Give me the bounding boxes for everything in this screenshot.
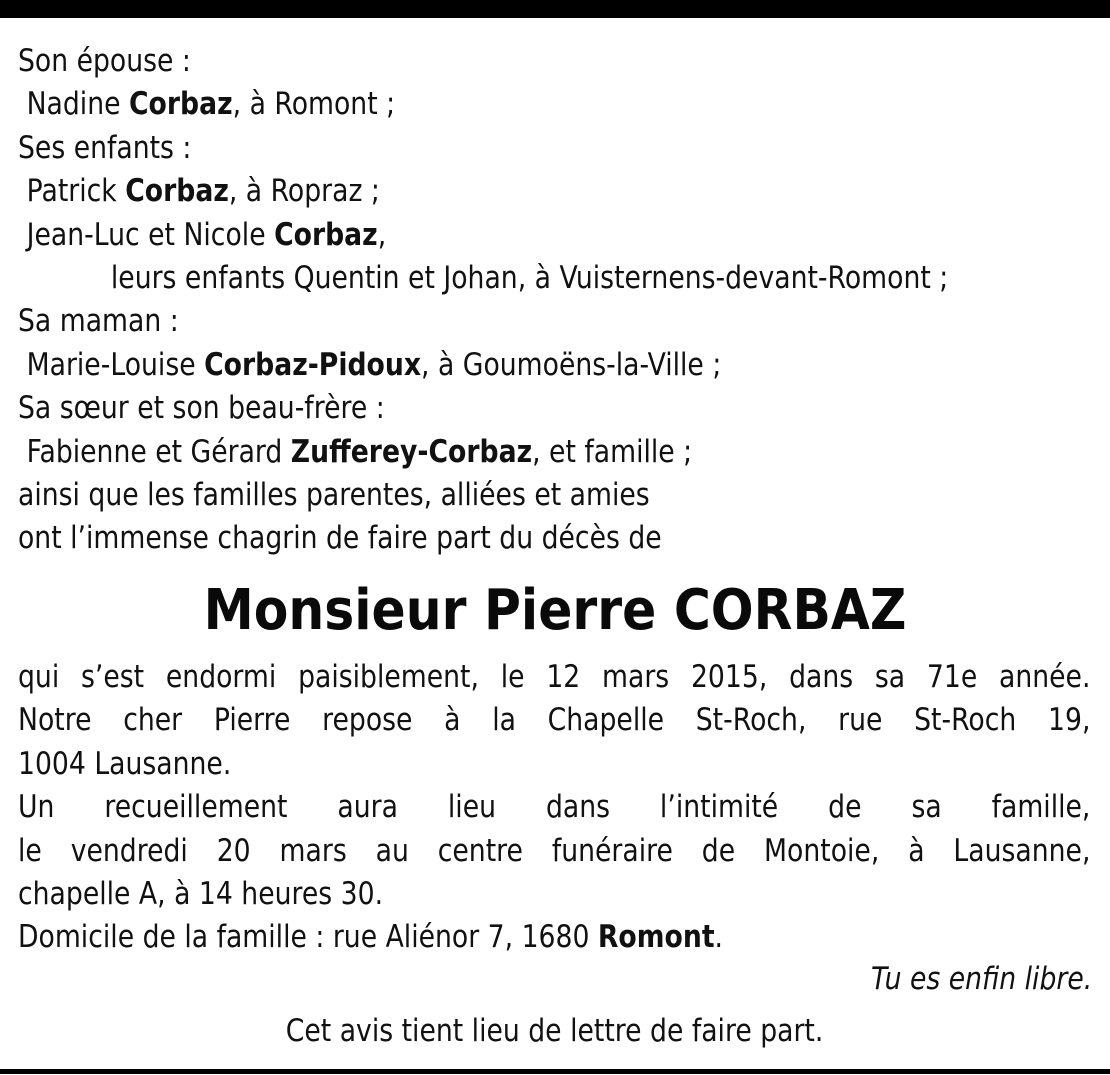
mother-surname: Corbaz-Pidoux [204,346,422,383]
details-line-5: le vendredi 20 mars au centre funéraire de Montoie, à Lausanne, [18,832,1091,869]
announcement-line: ont l’immense chagrin de faire part du décès de [18,520,662,557]
child1-surname: Corbaz [125,173,229,210]
details-line-3: 1004 Lausanne. [18,745,232,782]
bottom-border [0,1069,1110,1074]
deceased-name: Monsieur Pierre CORBAZ [203,578,907,643]
spouse-location: , à Romont ; [232,86,396,123]
sister-surname: Zufferey-Corbaz [290,433,533,470]
footer-text: Cet avis tient lieu de lettre de faire part. [286,1013,824,1049]
child-line-1 [18,170,940,213]
spouse-first-name: Nadine [26,86,129,123]
details-line-4: Un recueillement aura lieu dans l’intimité de sa famille, [18,789,1091,826]
domicile-address: Domicile de la famille : rue Aliénor 7, 1680 [18,919,598,956]
details-block [18,656,1090,960]
mother-line [18,344,940,387]
child1-location: , à Ropraz ; [228,173,380,210]
details-line-1: qui s’est endormi paisiblement, le 12 mars 2015, dans sa 71e année. [18,659,1091,695]
mother-location: , à Goumoëns-la-Ville ; [421,346,722,383]
domicile-line [18,916,1090,959]
child2-surname: Corbaz [274,216,378,253]
family-list [18,40,949,561]
mother-heading: Sa maman : [18,303,179,340]
spouse-surname: Corbaz [128,86,233,123]
spouse-heading: Son épouse : [18,43,191,79]
sister-rest: , et famille ; [532,433,693,470]
sister-line [18,431,940,474]
sister-first-name: Fabienne et Gérard [26,433,291,470]
relatives-line: ainsi que les familles parentes, alliées et amies [18,477,650,514]
footer-note [0,1010,1110,1053]
spouse-line [18,83,940,126]
top-border [0,0,1110,18]
child1-first-name: Patrick [26,173,126,210]
domicile-end: . [714,919,724,956]
child-line-2 [18,214,940,257]
grandchildren-line: leurs enfants Quentin et Johan, à Vuisternens-devant-Romont ; [110,260,949,297]
domicile-city: Romont [597,919,715,956]
details-line-6: chapelle A, à 14 heures 30. [18,876,384,913]
mother-first-name: Marie-Louise [26,346,205,383]
details-line-2: Notre cher Pierre repose à la Chapelle St-Roch, rue St-Roch 19, [18,702,1091,739]
child2-punct: , [377,216,387,253]
child2-first-name: Jean-Luc et Nicole [26,216,275,253]
sister-heading: Sa sœur et son beau-frère : [18,390,385,427]
children-heading: Ses enfants : [18,129,192,166]
motto: Tu es enfin libre. [870,961,1092,997]
